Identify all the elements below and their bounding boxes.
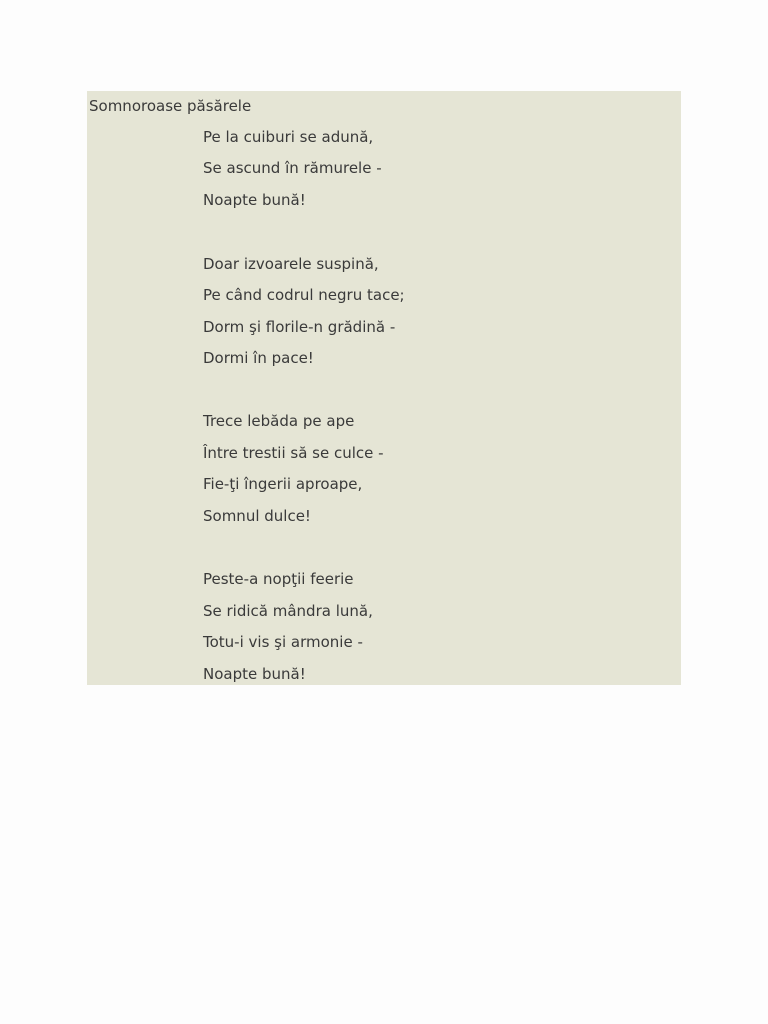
poem-title: Somnoroase păsărele [89, 97, 252, 115]
poem-line: Noapte bună! [203, 665, 306, 683]
poem-line: Pe la cuiburi se adună, [203, 128, 374, 146]
poem-line: Între trestii să se culce - [203, 444, 384, 462]
poem-line: Somnul dulce! [203, 507, 311, 525]
poem-block [87, 91, 681, 685]
poem-line: Trece lebăda pe ape [203, 412, 355, 430]
poem-line: Doar izvoarele suspină, [203, 255, 379, 273]
poem-line: Dorm şi florile-n grădină - [203, 318, 396, 336]
poem-line: Dormi în pace! [203, 349, 314, 367]
poem-line: Noapte bună! [203, 191, 306, 209]
poem-line: Pe când codrul negru tace; [203, 286, 405, 304]
poem-line: Se ascund în rămurele - [203, 159, 382, 177]
poem-line: Se ridică mândra lună, [203, 602, 373, 620]
poem-line: Fie-ţi îngerii aproape, [203, 475, 363, 493]
poem-line: Totu-i vis şi armonie - [203, 633, 363, 651]
poem-line: Peste-a nopţii feerie [203, 570, 354, 588]
